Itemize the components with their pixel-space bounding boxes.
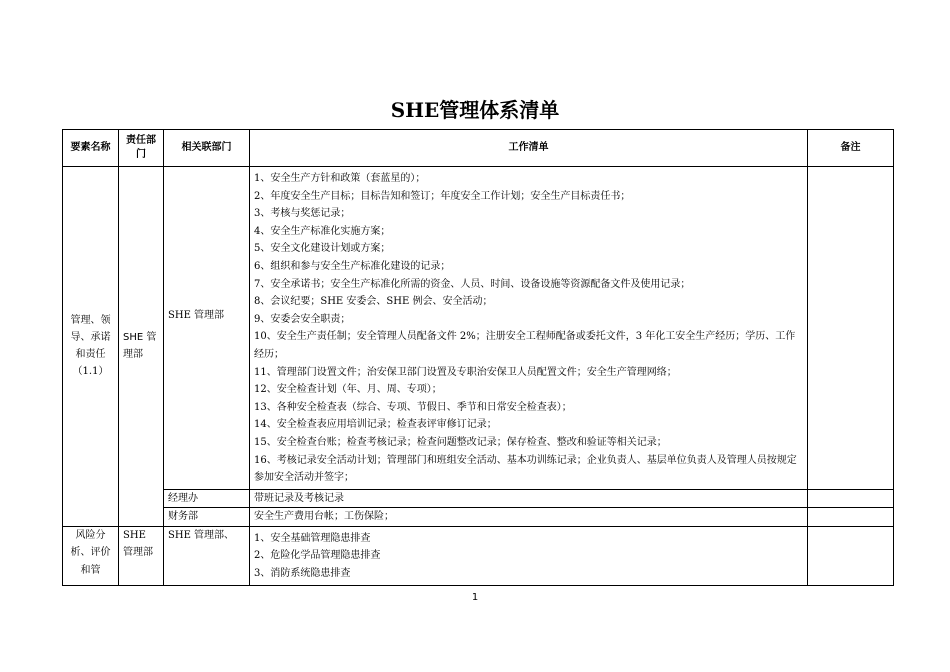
list-item: 4、安全生产标准化实施方案；: [254, 225, 391, 237]
header-element: 要素名称: [63, 130, 119, 167]
page-number: 1: [471, 592, 479, 603]
list-item: 2、危险化学品管理隐患排查: [254, 550, 381, 562]
list-item: 6、组织和参与安全生产标准化建设的记录；: [254, 260, 451, 272]
work-list-cell: [250, 167, 808, 490]
remarks-cell: [808, 489, 894, 508]
header-remarks: 备注: [808, 130, 894, 167]
list-item: 15、安全检查台账；检查考核记录；检查问题整改记录；保存检查、整改和验证等相关记录；: [254, 436, 667, 448]
table-row: [63, 167, 894, 490]
header-responsible: 责任部门: [119, 130, 164, 167]
element-name-cell: 风险分析、评价和管: [63, 526, 119, 585]
work-list-cell: 带班记录及考核记录: [250, 489, 808, 508]
list-item: 9、安委会安全职责；: [254, 313, 351, 325]
list-item: 1、安全基础管理隐患排查: [254, 532, 371, 544]
table-row: [63, 508, 894, 527]
list-item: 1、安全生产方针和政策（套蓝星的）；: [254, 173, 426, 184]
list-item: 7、安全承诺书；安全生产标准化所需的资金、人员、时间、设备设施等资源配备文件及使用记录；: [254, 278, 691, 290]
list-item: 8、会议纪要；SHE 安委会、SHE 例会、安全活动；: [254, 296, 493, 308]
work-list-cell: [250, 526, 808, 585]
list-item: 3、考核与奖惩记录；: [254, 208, 351, 220]
header-work-list: 工作清单: [250, 130, 808, 167]
list-item: 11、管理部门设置文件；治安保卫部门设置及专职治安保卫人员配置文件；安全生产管理网络；: [254, 366, 677, 378]
header-related: 相关联部门: [164, 130, 250, 167]
list-item: 3、消防系统隐患排查: [254, 568, 351, 580]
work-list-cell: 安全生产费用台帐；工伤保险；: [250, 508, 808, 527]
she-checklist-table: [62, 129, 894, 586]
list-item: 12、安全检查计划（年、月、周、专项）；: [254, 384, 442, 396]
table-row: [63, 526, 894, 585]
list-item: 13、各种安全检查表（综合、专项、节假日、季节和日常安全检查表）；: [254, 401, 572, 413]
table-header-row: [63, 130, 894, 167]
remarks-cell: [808, 508, 894, 527]
related-dept-cell: 经理办: [164, 489, 250, 508]
list-item: 16、考核记录安全活动计划；管理部门和班组安全活动、基本功训练记录；企业负责人、基层单位负责人及管理人员按规定参加安全活动并签字；: [254, 454, 797, 484]
element-name-cell: 管理、领导、承诺和责任（1.1）: [63, 167, 119, 527]
responsible-dept-cell: SHE 管理部: [119, 167, 164, 527]
responsible-dept-cell: SHE 管理部: [119, 526, 164, 585]
list-item: 10、安全生产责任制；安全管理人员配备文件 2%；注册安全工程师配备或委托文件，3 年化工安全生产经历；学历、工作经历；: [254, 331, 796, 360]
list-item: 5、安全文化建设计划或方案；: [254, 243, 391, 255]
remarks-cell: [808, 167, 894, 490]
remarks-cell: [808, 526, 894, 585]
related-dept-cell: SHE 管理部: [164, 167, 250, 490]
list-item: 2、年度安全生产目标；目标告知和签订；年度安全工作计划；安全生产目标责任书；: [254, 190, 631, 202]
page-title: SHE管理体系清单: [390, 98, 560, 122]
table-row: [63, 489, 894, 508]
related-dept-cell: SHE 管理部、: [164, 526, 250, 585]
list-item: 14、安全检查表应用培训记录；检查表评审修订记录；: [254, 419, 497, 431]
related-dept-cell: 财务部: [164, 508, 250, 527]
